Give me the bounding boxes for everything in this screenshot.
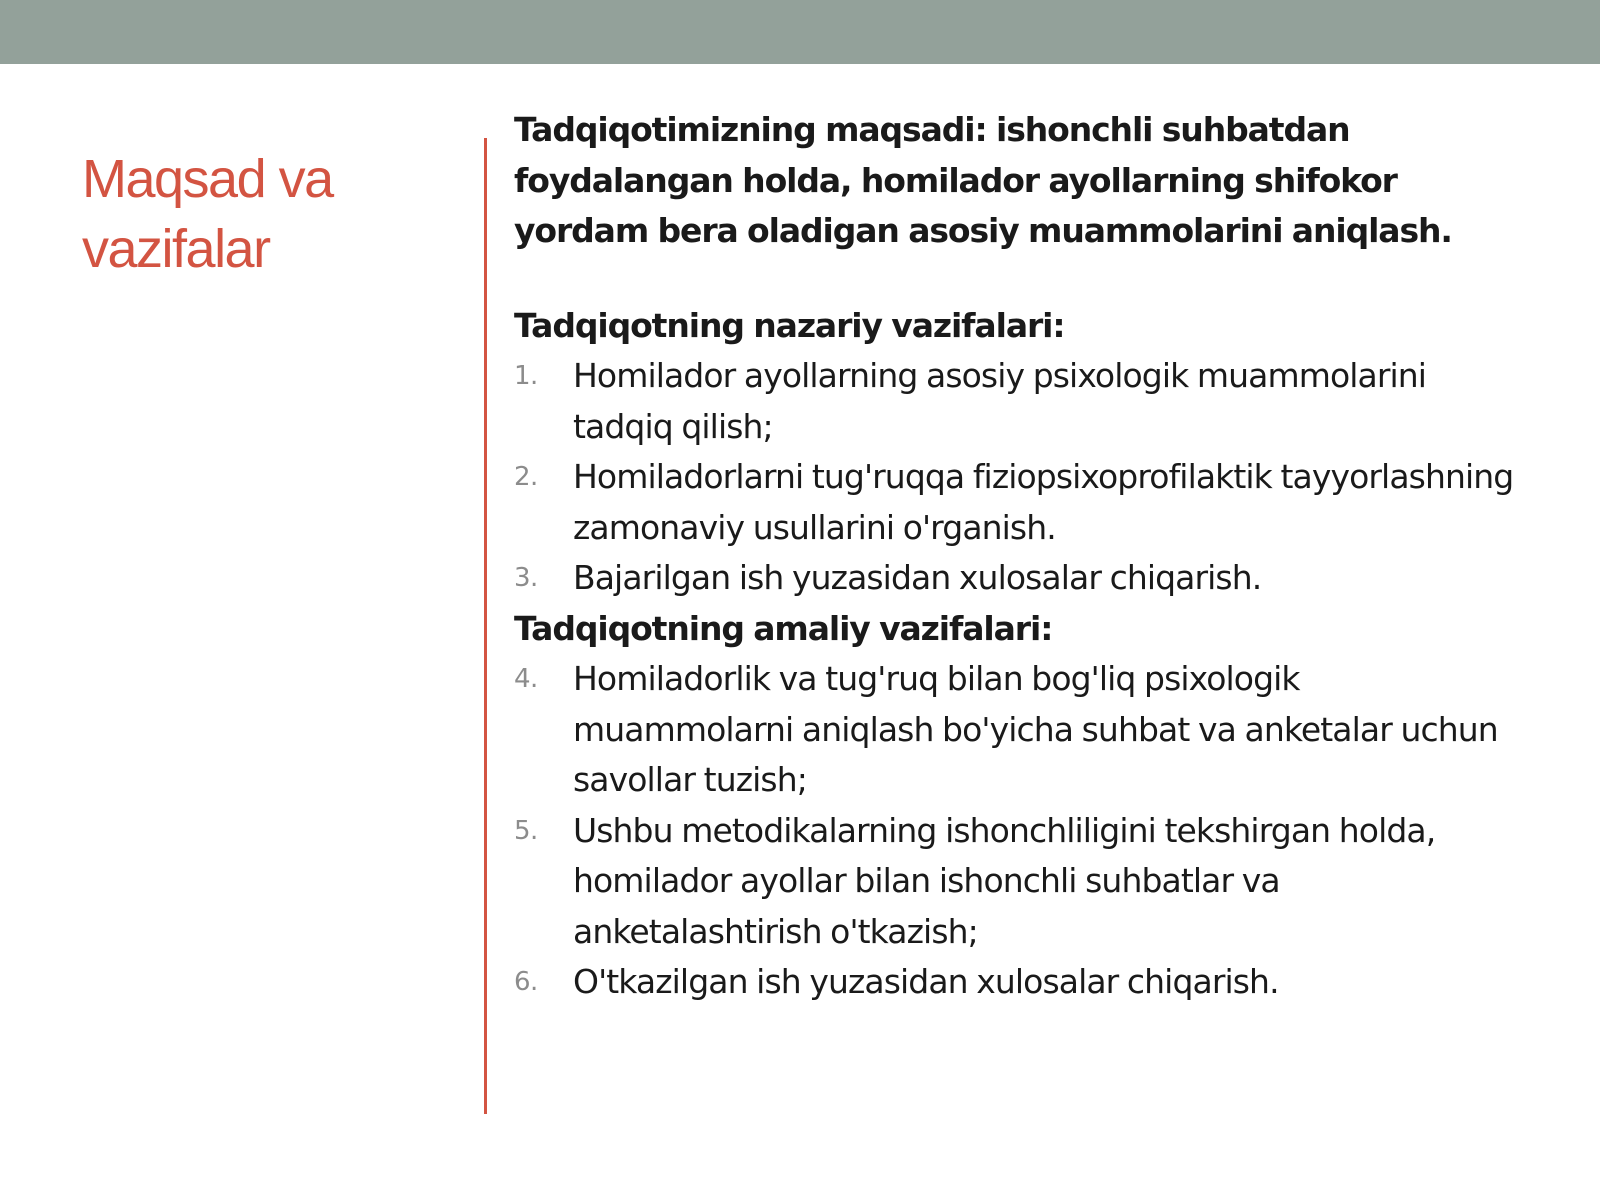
slide-title: Maqsad va vazifalar — [82, 149, 333, 279]
task-number: 1. — [514, 361, 538, 391]
task-number: 5. — [514, 815, 538, 846]
task-text: Bajarilgan ish yuzasidan xulosalar chiqarish. — [573, 558, 1262, 597]
task-text: Homiladorlik va tug'ruq bilan bog'liq psixologik muammolarni aniqlash bo'yicha suhbat va anketalar uchun savollar tuzish; — [573, 659, 1498, 799]
task-text: Homilador ayollarning asosiy psixologik muammolarini tadqiq qilish; — [573, 356, 1427, 446]
practical-task-list — [514, 654, 1514, 1008]
task-item-6 — [514, 957, 1514, 1008]
vertical-divider — [484, 138, 487, 1114]
task-item-5 — [514, 806, 1514, 958]
slide-content — [514, 105, 1514, 1008]
task-text: Ushbu metodikalarning ishonchliligini tekshirgan holda, homilador ayollar bilan ishonchli suhbatlar va anketalashtirish o'tkazish; — [573, 810, 1436, 951]
task-number: 2. — [514, 462, 538, 492]
task-number: 6. — [514, 967, 538, 997]
task-item-3 — [514, 553, 1514, 604]
task-text: O'tkazilgan ish yuzasidan xulosalar chiqarish. — [573, 962, 1279, 1001]
theoretical-tasks-heading: Tadqiqotning nazariy vazifalari: — [514, 305, 1065, 345]
practical-tasks-heading: Tadqiqotning amaliy vazifalari: — [514, 608, 1053, 648]
theoretical-task-list — [514, 351, 1514, 604]
top-bar — [0, 0, 1600, 64]
task-item-1 — [514, 351, 1514, 452]
task-number: 4. — [514, 664, 538, 694]
purpose-statement: Tadqiqotimizning maqsadi: ishonchli suhbatdan foydalangan holda, homilador ayollarning shifokor yordam bera oladigan asosiy muammolarini aniqlash. — [514, 110, 1452, 250]
task-item-2 — [514, 452, 1514, 553]
task-number: 3. — [514, 563, 538, 593]
task-text: Homiladorlarni tug'ruqqa fiziopsixoprofilaktik tayyorlashning zamonaviy usullarini o'rganish. — [573, 457, 1514, 547]
task-item-4 — [514, 654, 1514, 806]
